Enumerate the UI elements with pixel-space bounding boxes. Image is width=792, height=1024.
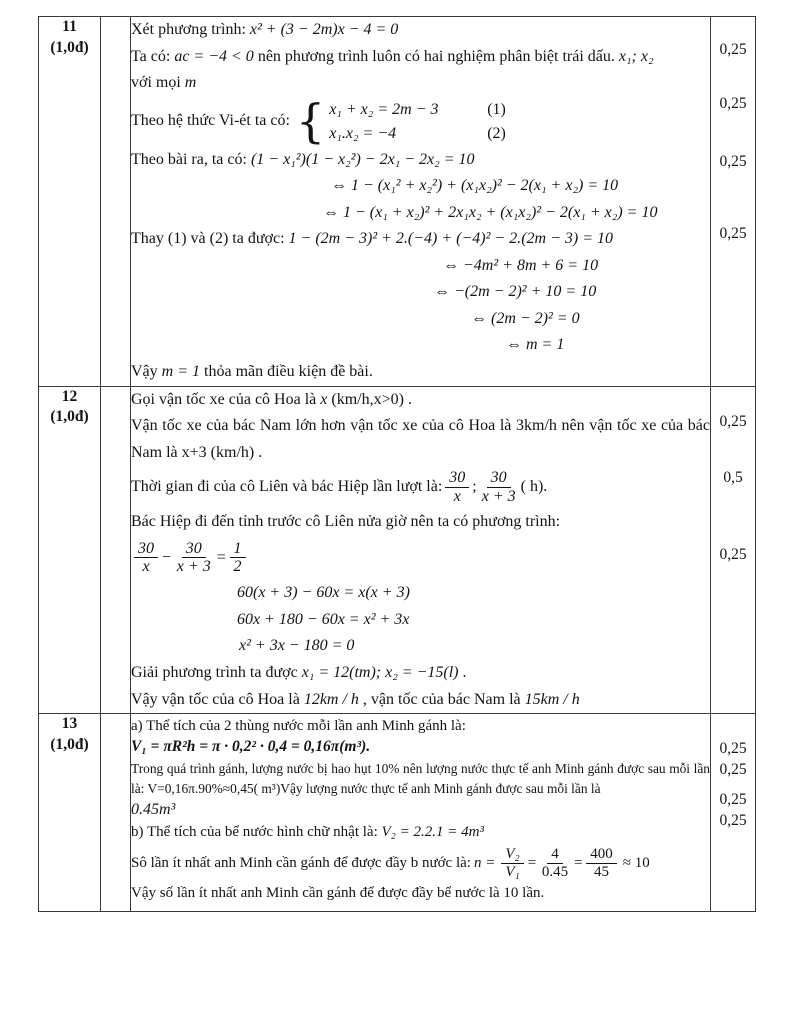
mark-value: 0,25 <box>719 225 747 242</box>
fraction <box>445 469 469 506</box>
mark-value: 0,5 <box>723 468 743 486</box>
problem-13-solution-cell <box>131 714 711 912</box>
fraction-denominator: V₁ <box>505 863 520 880</box>
mark-value: 0,25 <box>719 545 747 563</box>
math-run: x <box>320 390 328 408</box>
fraction-denominator: 0.45 <box>541 863 569 880</box>
fraction-numerator: 30 <box>182 540 206 559</box>
mark-value: 0,25 <box>719 412 747 430</box>
fraction-numerator: 1 <box>230 540 246 559</box>
fraction-numerator: 400 <box>586 846 617 864</box>
equation-line: ⇔ 1 − (x₁ + x₂)² + 2x₁x₂ + (x₁x₂)² − 2(x₁ + x₂) = 10 <box>323 203 658 221</box>
equation-tag: (2) <box>487 124 506 142</box>
math-run: 1 − (2m − 3)² + 2.(−4) + (−4)² − 2.(2m − 3) = 10 <box>288 230 614 248</box>
fraction <box>540 846 570 881</box>
math-run: x₁; x₂ <box>618 47 654 65</box>
problem-13-marks-cell <box>711 714 756 912</box>
text-run: Theo hệ thức Vi-ét ta có: <box>131 112 290 130</box>
text-run: ; <box>472 478 477 496</box>
table-row-problem-13 <box>39 714 756 912</box>
fraction-denominator: x + 3 <box>481 488 516 506</box>
text-run: (km/h,x>0) . <box>327 390 412 408</box>
mark-value: 0,25 <box>719 41 747 58</box>
solution-table <box>38 16 756 912</box>
math-run: x₁.x₂ = −4 <box>329 124 397 142</box>
problem-13-number-cell <box>39 714 101 912</box>
text-run: ( h). <box>520 478 548 496</box>
mark-value: 0,25 <box>719 812 747 830</box>
text-run: Thời gian đi của cô Liên và bác Hiệp lần lượt là: <box>131 478 443 496</box>
fraction <box>175 540 213 577</box>
problem-score: (1,0đ) <box>50 38 89 56</box>
blank-cell <box>101 714 131 912</box>
fraction-numerator: 4 <box>547 846 563 864</box>
text-run: Gọi vận tốc xe của cô Hoa là <box>131 390 321 408</box>
system-row <box>329 122 506 146</box>
math-run: x² + (3 − 2m)x − 4 = 0 <box>249 21 399 38</box>
problem-11-marks-cell <box>711 17 756 387</box>
math-run: = <box>526 854 537 871</box>
solution-line <box>131 226 710 253</box>
equation-system <box>329 98 506 146</box>
text-run: với mọi <box>131 74 185 92</box>
problem-12-solution-cell <box>131 386 711 714</box>
text-run: , vận tốc của bác Nam là <box>358 690 525 708</box>
problem-number: 13 <box>61 715 78 733</box>
math-run: ≈ 10 <box>622 854 650 871</box>
viet-system-line <box>131 93 710 148</box>
solution-line: Bác Hiệp đi đến tỉnh trước cô Liên nửa giờ nên ta có phương trình: <box>131 513 561 531</box>
conclusion-line <box>131 359 710 386</box>
table-row-problem-12 <box>39 386 756 714</box>
mark-value: 0,25 <box>719 95 747 112</box>
math-run: ac = −4 < 0 <box>174 47 254 65</box>
blank-cell <box>101 386 131 714</box>
solution-line <box>131 660 710 687</box>
math-run: x₁ = 12(tm); x₂ = −15(l) <box>301 664 459 682</box>
volume-formula-line: V₁ = πR²h = π · 0,2² · 0,4 = 0,16π(m³). <box>131 738 371 756</box>
mark-value: 0,25 <box>719 791 747 809</box>
equation-line: ⇔ −4m² + 8m + 6 = 10 <box>443 256 599 274</box>
equation-tag: (1) <box>487 100 506 118</box>
text-run: Vậy vận tốc của cô Hoa là <box>131 690 304 708</box>
text-run: Vậy <box>131 363 162 381</box>
equation-line: 60x + 180 − 60x = x² + 3x <box>237 610 410 628</box>
problem-12-marks-cell <box>711 386 756 714</box>
brace-glyph: { <box>295 93 326 148</box>
solution-paragraph: Trong quá trình gánh, lượng nước bị hao hụt 10% nên lượng nước thực tế anh Minh gánh được sau mỗi lần là: V=0,16π.90%≈0,45( m³)Vậy lượng nước thực tế anh Minh gánh được sau mỗi lần là <box>131 760 710 796</box>
fraction <box>501 846 523 881</box>
fraction <box>586 846 617 881</box>
fraction-numerator: 30 <box>445 469 469 488</box>
math-run: m = 1 <box>161 363 201 381</box>
solution-line <box>131 44 710 71</box>
text-run: Ta có: <box>131 47 175 65</box>
problem-score: (1,0đ) <box>50 408 89 426</box>
fraction-denominator: 45 <box>593 863 609 880</box>
solution-paragraph: Vận tốc xe của bác Nam lớn hơn vận tốc xe của cô Hoa là 3km/h nên vận tốc xe của bác Nam là x+3 (km/h) . <box>131 417 710 461</box>
math-run: = <box>215 548 227 566</box>
text-run: Theo bài ra, ta có: <box>131 150 251 168</box>
text-run: Giải phương trình ta được <box>131 664 302 682</box>
mark-value: 0,25 <box>719 761 747 779</box>
mark-value: 0,25 <box>719 153 747 170</box>
equation-line: x² + 3x − 180 = 0 <box>239 637 355 655</box>
fraction <box>134 540 158 577</box>
problem-number: 11 <box>62 18 77 35</box>
equation-line: 60(x + 3) − 60x = x(x + 3) <box>237 584 410 602</box>
solution-line <box>131 147 710 174</box>
blank-cell <box>101 17 131 387</box>
fraction-numerator: V₂ <box>501 846 523 864</box>
text-run: nên phương trình luôn có hai nghiệm phân biệt trái dấu. <box>253 47 619 65</box>
problem-number: 12 <box>61 387 78 405</box>
math-run: = <box>573 854 584 871</box>
math-run: n = <box>473 854 496 871</box>
fraction <box>230 540 246 577</box>
fraction-denominator: x <box>453 488 461 506</box>
text-run: Xét phương trình: <box>131 21 250 38</box>
math-run: 12km / h <box>303 690 359 708</box>
conclusion-line: Vậy số lần ít nhất anh Minh cần gánh để được đầy bể nước là 10 lần. <box>131 885 545 902</box>
problem-score: (1,0đ) <box>50 736 89 754</box>
solution-line <box>131 17 710 44</box>
fraction-denominator: x + 3 <box>176 558 211 576</box>
problem-12-number-cell <box>39 386 101 714</box>
problem-11-solution-cell <box>131 17 711 387</box>
fraction-denominator: 2 <box>233 558 242 576</box>
problem-11-number-cell <box>39 17 101 387</box>
part-b-line <box>131 821 710 844</box>
fraction-denominator: x <box>142 558 150 576</box>
solution-line-fractions <box>131 469 710 506</box>
equation-line-fractions <box>131 540 710 577</box>
text-run: Sô lần ít nhất anh Minh cần gánh để được đầy b nước là: <box>131 854 471 871</box>
equation-line: ⇔ −(2m − 2)² + 10 = 10 <box>434 283 597 301</box>
equation-line: ⇔ (2m − 2)² = 0 <box>471 309 580 327</box>
math-run: 15km / h <box>524 690 580 708</box>
fraction <box>480 469 518 506</box>
part-a-line: a) Thể tích của 2 thùng nước mỗi lần anh Minh gánh là: <box>131 718 466 735</box>
math-run: V₂ = 2.2.1 = 4m³ <box>381 823 484 840</box>
count-equation-line <box>131 846 710 881</box>
solution-line <box>131 70 710 97</box>
equation-line: ⇔ m = 1 <box>506 336 565 354</box>
text-run: Thay (1) và (2) ta được: <box>131 230 289 248</box>
table-row-problem-11 <box>39 17 756 387</box>
fraction-numerator: 30 <box>487 469 511 488</box>
math-run: − <box>161 548 172 566</box>
math-run: x₁ + x₂ = 2m − 3 <box>329 100 439 118</box>
solution-line <box>131 387 710 414</box>
fraction-numerator: 30 <box>134 540 158 559</box>
text-run: b) Thể tích của bể nước hình chữ nhật là: <box>131 823 382 840</box>
text-run: . <box>458 664 467 682</box>
text-run: thỏa mãn điều kiện đề bài. <box>200 363 373 381</box>
math-run: (1 − x₁²)(1 − x₂²) − 2x₁ − 2x₂ = 10 <box>250 150 475 168</box>
math-run: m <box>184 74 197 92</box>
conclusion-line <box>131 687 710 714</box>
equation-line: ⇔ 1 − (x₁² + x₂²) + (x₁x₂)² − 2(x₁ + x₂) = 10 <box>331 177 619 195</box>
system-row <box>329 98 506 122</box>
result-line: 0.45m³ <box>131 801 176 819</box>
mark-value: 0,25 <box>719 740 747 758</box>
